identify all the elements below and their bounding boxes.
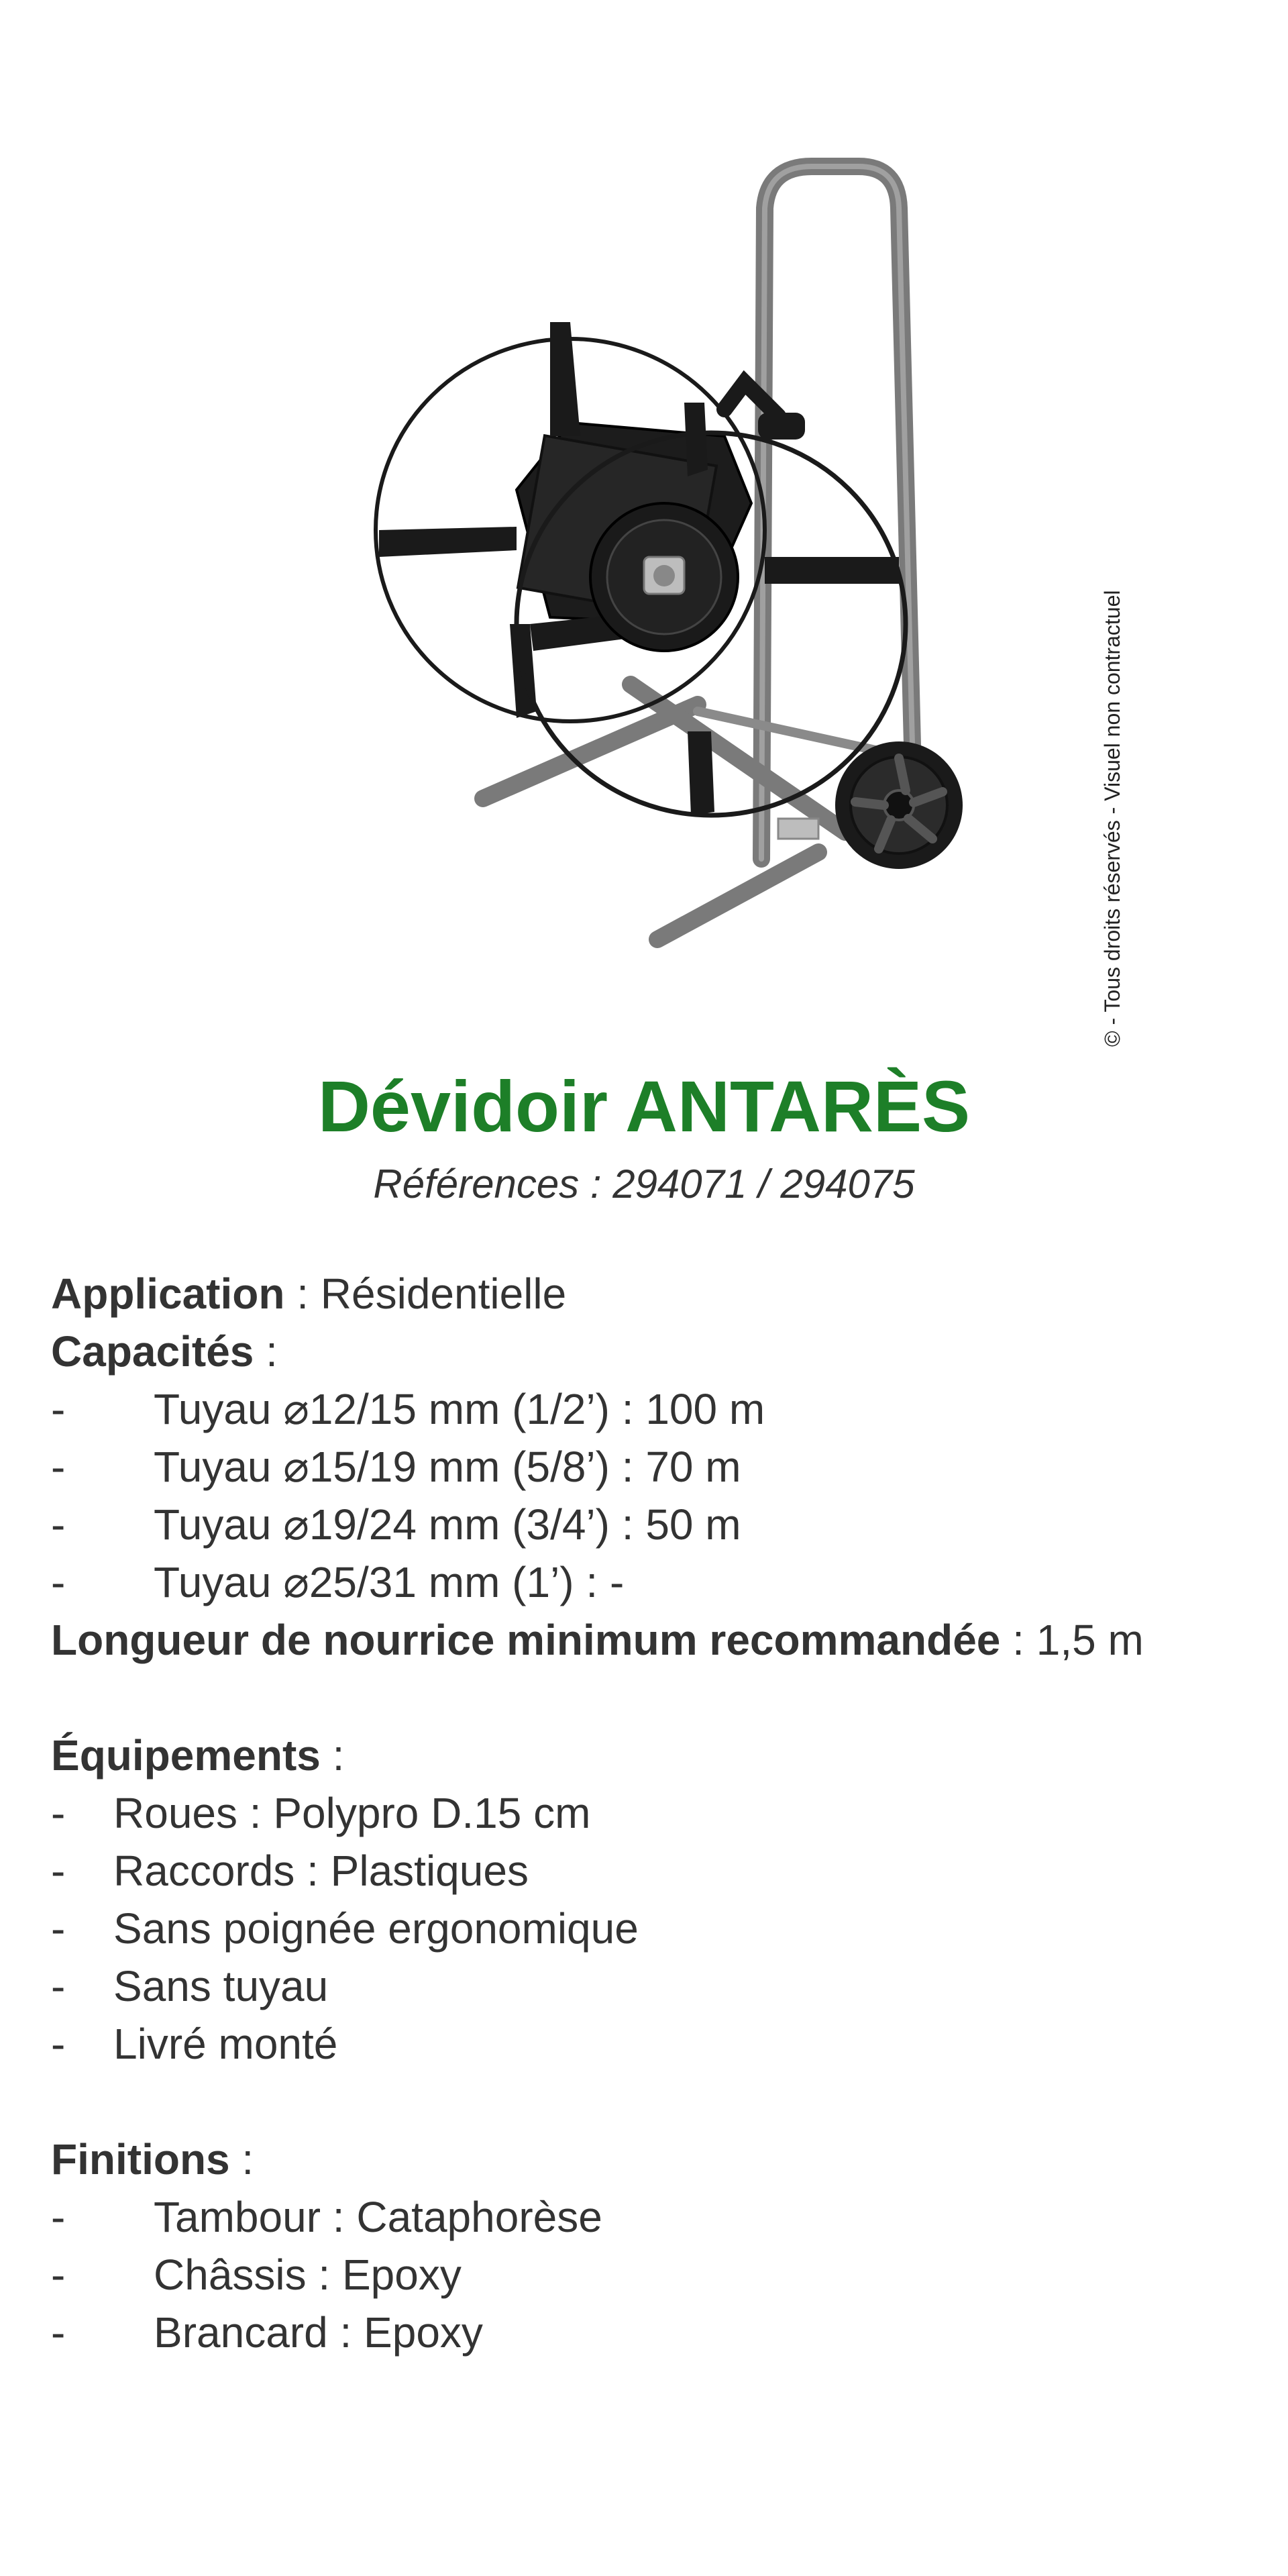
list-item	[51, 1900, 1245, 1957]
hose-reel-image	[349, 154, 973, 960]
list-item	[51, 1380, 1245, 1438]
equipements-label: Équipements	[51, 1731, 321, 1780]
longueur-sep: :	[1000, 1616, 1036, 1664]
bullet-dash: -	[51, 1500, 66, 1549]
finitions-heading	[51, 2130, 1245, 2188]
equipement-item: Sans tuyau	[113, 1962, 329, 2010]
bullet-dash: -	[51, 2020, 66, 2068]
bullet-dash: -	[51, 2308, 66, 2357]
longueur-label: Longueur de nourrice minimum recommandée	[51, 1616, 1001, 1664]
bullet-dash: -	[51, 2251, 66, 2299]
spec-sheet	[51, 1265, 1245, 2361]
list-item	[51, 1842, 1245, 1900]
capacites-label: Capacités	[51, 1327, 254, 1376]
equipement-item: Raccords : Plastiques	[113, 1847, 529, 1895]
capacites-sep: :	[254, 1327, 278, 1376]
list-item	[51, 2304, 1245, 2361]
finition-item: Tambour : Cataphorèse	[154, 2193, 602, 2241]
spacer	[51, 2073, 1245, 2130]
equipement-item: Livré monté	[113, 2020, 338, 2068]
list-item	[51, 1553, 1245, 1611]
longueur-row	[51, 1611, 1245, 1669]
application-value: Résidentielle	[320, 1270, 567, 1318]
copyright-notice: © - Tous droits réservés - Visuel non contractuel	[1100, 590, 1124, 1047]
list-item	[51, 2015, 1245, 2073]
longueur-value: 1,5 m	[1036, 1616, 1144, 1664]
bullet-dash: -	[51, 1385, 66, 1433]
finition-item: Châssis : Epoxy	[154, 2251, 462, 2299]
bullet-dash: -	[51, 1904, 66, 1953]
equipement-item: Sans poignée ergonomique	[113, 1904, 639, 1953]
equipements-sep: :	[320, 1731, 345, 1780]
bullet-dash: -	[51, 1558, 66, 1606]
bullet-dash: -	[51, 1847, 66, 1895]
bullet-dash: -	[51, 1443, 66, 1491]
product-references: Références : 294071 / 294075	[373, 1162, 915, 1206]
finitions-sep: :	[229, 2135, 254, 2183]
bullet-dash: -	[51, 2193, 66, 2241]
product-title: Dévidoir ANTARÈS	[317, 1066, 971, 1147]
capacite-item: Tuyau ⌀15/19 mm (5/8’) : 70 m	[154, 1443, 741, 1491]
spacer	[51, 1669, 1245, 1727]
list-item	[51, 2188, 1245, 2246]
bullet-dash: -	[51, 1789, 66, 1837]
list-item	[51, 1957, 1245, 2015]
application-row	[51, 1265, 1245, 1323]
capacite-item: Tuyau ⌀19/24 mm (3/4’) : 50 m	[154, 1500, 741, 1549]
list-item	[51, 1496, 1245, 1553]
finitions-label: Finitions	[51, 2135, 230, 2183]
equipements-heading	[51, 1727, 1245, 1784]
application-sep: :	[284, 1270, 321, 1318]
capacites-heading	[51, 1323, 1245, 1380]
capacite-item: Tuyau ⌀12/15 mm (1/2’) : 100 m	[154, 1385, 765, 1433]
list-item	[51, 2246, 1245, 2304]
list-item	[51, 1438, 1245, 1496]
finition-item: Brancard : Epoxy	[154, 2308, 483, 2357]
list-item	[51, 1784, 1245, 1842]
capacite-item: Tuyau ⌀25/31 mm (1’) : -	[154, 1558, 625, 1606]
equipement-item: Roues : Polypro D.15 cm	[113, 1789, 591, 1837]
bullet-dash: -	[51, 1962, 66, 2010]
application-label: Application	[51, 1270, 285, 1318]
